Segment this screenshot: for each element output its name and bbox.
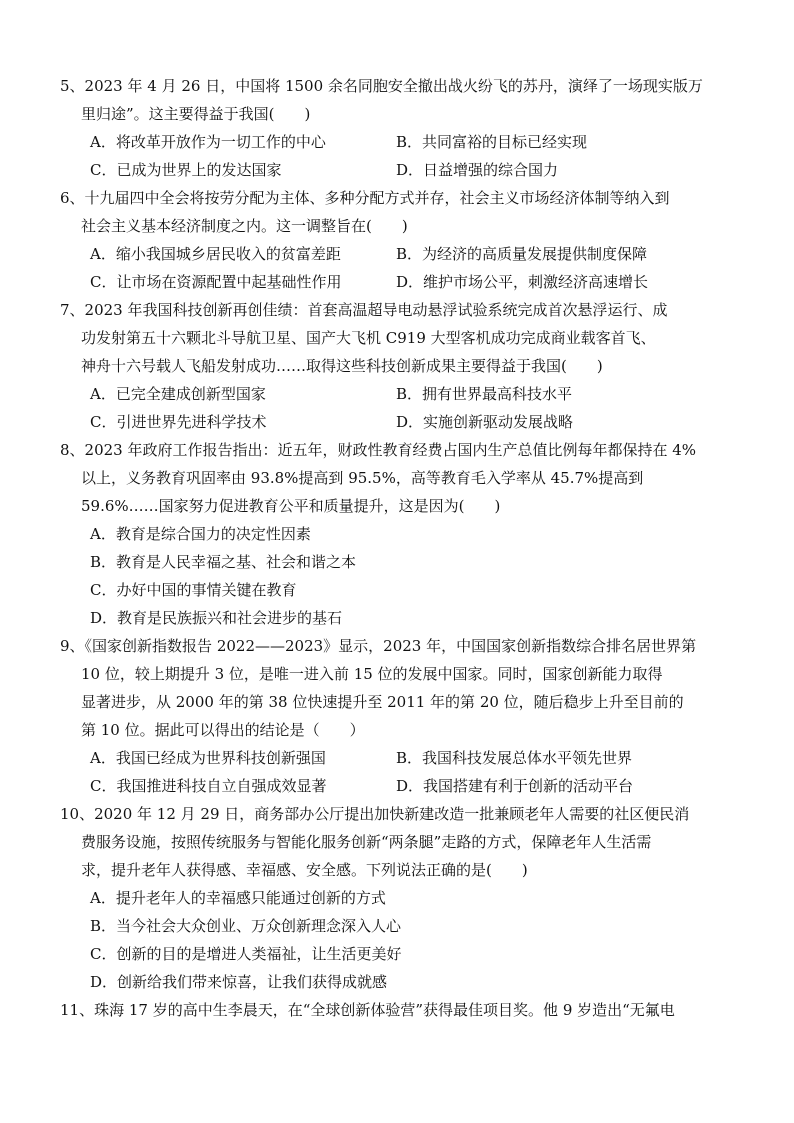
- question-stem-line: 7、2023 年我国科技创新再创佳绩：首套高温超导电动悬浮试验系统完成首次悬浮运行、成: [60, 301, 668, 319]
- option-c[interactable]: C．创新的目的是增进人类福祉，让生活更美好: [90, 945, 402, 963]
- option-b[interactable]: B．当今社会大众创业、万众创新理念深入人心: [90, 917, 402, 935]
- options: [60, 128, 720, 184]
- question-stem-line: 费服务设施，按照传统服务与智能化服务创新“两条腿”走路的方式，保障老年人生活需: [81, 833, 652, 851]
- options: [60, 520, 720, 632]
- option-c[interactable]: C．办好中国的事情关键在教育: [90, 581, 297, 599]
- question-stem-line: 59.6%……国家努力促进教育公平和质量提升，这是因为( ): [81, 497, 501, 515]
- options: [60, 380, 720, 436]
- option-d[interactable]: D．创新给我们带来惊喜，让我们获得成就感: [90, 973, 388, 991]
- question-stem-line: 社会主义基本经济制度之内。这一调整旨在( ): [81, 217, 408, 235]
- question-stem-line: 8、2023 年政府工作报告指出：近五年，财政性教育经费占国内生产总值比例每年都保持在 4%: [60, 441, 697, 459]
- option-c[interactable]: C．我国推进科技自立自强成效显著: [90, 777, 327, 795]
- option-c[interactable]: C．引进世界先进科学技术: [90, 413, 267, 431]
- question-stem-line: 9、《国家创新指数报告 2022——2023》显示，2023 年，中国国家创新指数综合排名居世界第: [60, 637, 697, 655]
- option-b[interactable]: B．我国科技发展总体水平领先世界: [396, 749, 633, 767]
- question-8: [60, 436, 720, 632]
- question-stem-line: 第 10 位。据此可以得出的结论是（ ）: [81, 721, 365, 739]
- question-stem-line: 11、珠海 17 岁的高中生李晨天，在“全球创新体验营”获得最佳项目奖。他 9 岁造出“无氟电: [60, 1001, 675, 1019]
- option-a[interactable]: A．缩小我国城乡居民收入的贫富差距: [90, 245, 341, 263]
- question-stem-line: 5、2023 年 4 月 26 日，中国将 1500 余名同胞安全撤出战火纷飞的苏丹，演绎了一场现实版万: [60, 77, 703, 95]
- question-6: [60, 184, 720, 296]
- options: [60, 744, 720, 800]
- option-c[interactable]: C．让市场在资源配置中起基础性作用: [90, 273, 342, 291]
- question-stem-line: 显著进步，从 2000 年的第 38 位快速提升至 2011 年的第 20 位，随后稳步上升至目前的: [81, 693, 684, 711]
- question-10: [60, 800, 720, 996]
- option-a[interactable]: A．已完全建成创新型国家: [90, 385, 266, 403]
- option-a[interactable]: A．教育是综合国力的决定性因素: [90, 525, 311, 543]
- option-b[interactable]: B．共同富裕的目标已经实现: [396, 133, 588, 151]
- question-stem-line: 神舟十六号载人飞船发射成功……取得这些科技创新成果主要得益于我国( ): [81, 357, 603, 375]
- option-b[interactable]: B．为经济的高质量发展提供制度保障: [396, 245, 648, 263]
- question-7: [60, 296, 720, 436]
- question-9: [60, 632, 720, 800]
- question-stem-line: 功发射第五十六颗北斗导航卫星、国产大飞机 C919 大型客机成功完成商业载客首飞、: [81, 329, 656, 347]
- option-d[interactable]: D．我国搭建有利于创新的活动平台: [396, 777, 634, 795]
- option-d[interactable]: D．教育是民族振兴和社会进步的基石: [90, 609, 343, 627]
- question-5: [60, 72, 720, 184]
- question-stem-line: 求，提升老年人获得感、幸福感、安全感。下列说法正确的是( ): [81, 861, 528, 879]
- question-stem-line: 10 位，较上期提升 3 位，是唯一进入前 15 位的发展中国家。同时，国家创新能力取得: [81, 665, 663, 683]
- exam-page: [60, 72, 720, 1024]
- question-11: [60, 996, 720, 1024]
- option-d[interactable]: D．维护市场公平，刺激经济高速增长: [396, 273, 649, 291]
- option-d[interactable]: D．日益增强的综合国力: [396, 161, 559, 179]
- question-stem-line: 里归途”。这主要得益于我国( ): [81, 105, 311, 123]
- option-c[interactable]: C．已成为世界上的发达国家: [90, 161, 282, 179]
- option-a[interactable]: A．提升老年人的幸福感只能通过创新的方式: [90, 889, 386, 907]
- option-d[interactable]: D．实施创新驱动发展战略: [396, 413, 574, 431]
- question-stem-line: 6、十九届四中全会将按劳分配为主体、多种分配方式并存，社会主义市场经济体制等纳入到: [60, 189, 670, 207]
- options: [60, 884, 720, 996]
- question-stem-line: 10、2020 年 12 月 29 日，商务部办公厅提出加快新建改造一批兼顾老年人需要的社区便民消: [60, 805, 690, 823]
- option-a[interactable]: A．我国已经成为世界科技创新强国: [90, 749, 326, 767]
- question-stem-line: 以上，义务教育巩固率由 93.8%提高到 95.5%，高等教育毛入学率从 45.7%提高到: [81, 469, 644, 487]
- option-a[interactable]: A．将改革开放作为一切工作的中心: [90, 133, 326, 151]
- option-b[interactable]: B．教育是人民幸福之基、社会和谐之本: [90, 553, 357, 571]
- options: [60, 240, 720, 296]
- option-b[interactable]: B．拥有世界最高科技水平: [396, 385, 573, 403]
